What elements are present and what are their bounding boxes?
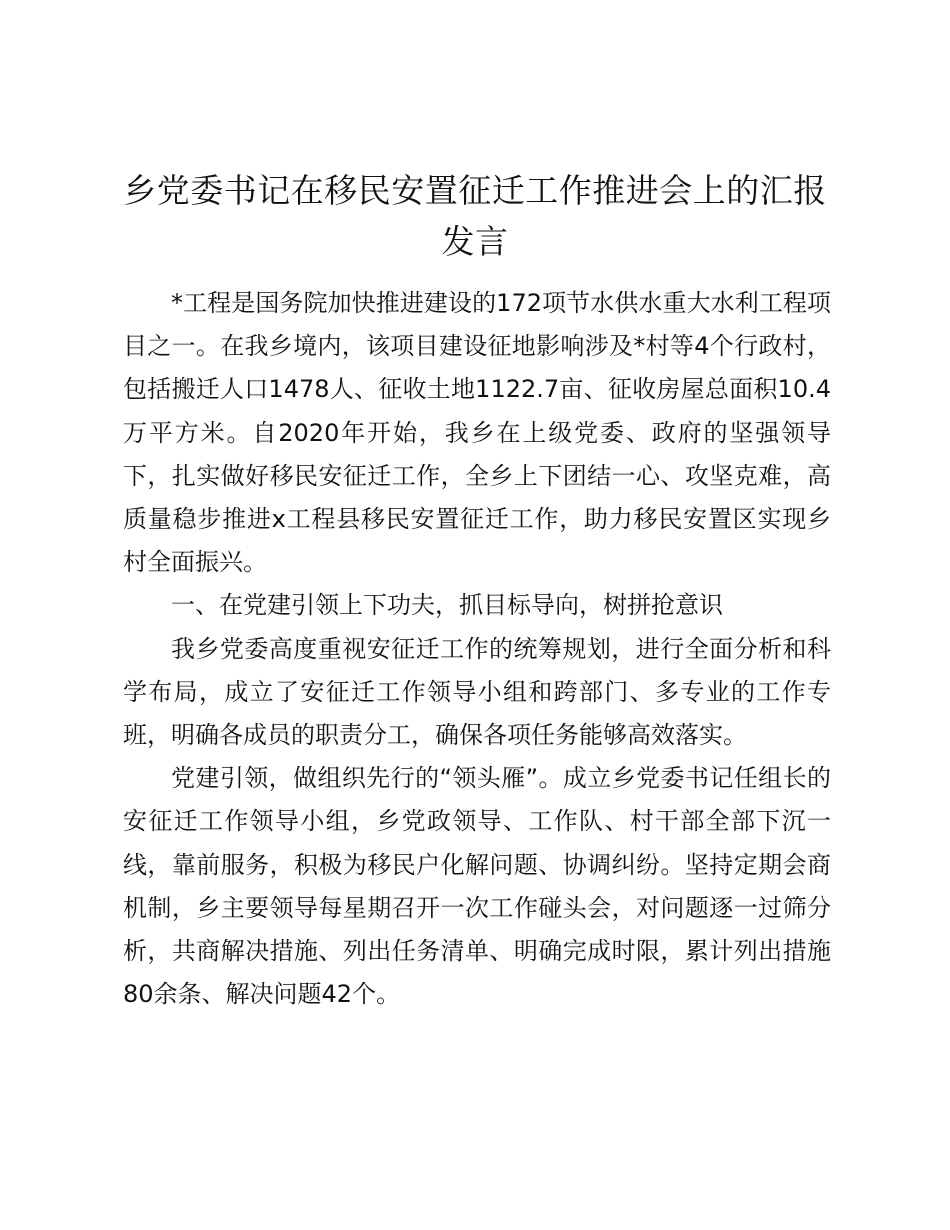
paragraph-planning: 我乡党委高度重视安征迁工作的统筹规划，进行全面分析和科学布局，成立了安征迁工作领导小组和跨部门、多专业的工作专班，明确各成员的职责分工，确保各项任务能够高效落实。 <box>123 634 831 750</box>
document-title: 乡党委书记在移民安置征迁工作推进会上的汇报发言 <box>123 171 827 261</box>
paragraph-intro: *工程是国务院加快推进建设的172项节水供水重大水利工程项目之一。在我乡境内，该项目建设征地影响涉及*村等4个行政村，包括搬迁人口1478人、征收土地1122.7亩、征收房屋总面积10.4万平方米。自2020年开始，我乡在上级党委、政府的坚强领导下，扎实做好移民安征迁工作，全乡上下团结一心、攻坚克难，高质量稳步推进x工程县移民安置征迁工作，助力移民安置区实现乡村全面振兴。 <box>123 289 831 577</box>
document-body <box>123 282 831 1016</box>
section-heading-1: 一、在党建引领上下功夫，抓目标导向，树拼抢意识 <box>171 591 723 620</box>
paragraph-party-leadership: 党建引领，做组织先行的“领头雁”。成立乡党委书记任组长的安征迁工作领导小组，乡党政领导、工作队、村干部全部下沉一线，靠前服务，积极为移民户化解问题、协调纠纷。坚持定期会商机制，乡主要领导每星期召开一次工作碰头会，对问题逐一过筛分析，共商解决措施、列出任务清单、明确完成时限，累计列出措施80余条、解决问题42个。 <box>123 764 831 1009</box>
